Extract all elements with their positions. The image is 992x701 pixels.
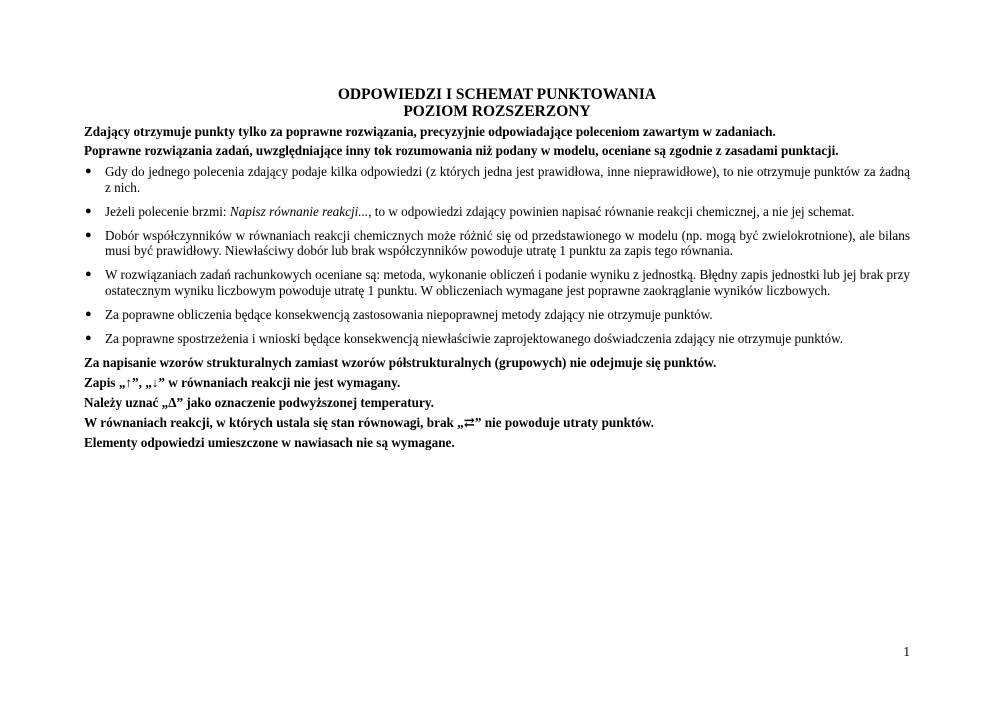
bullet-dot-icon: ● <box>85 228 92 241</box>
bullet-dot-icon: ● <box>85 268 92 280</box>
note-line: Elementy odpowiedzi umieszczone w nawiasach nie są wymagane. <box>84 434 455 450</box>
bullet-dot-icon: ● <box>85 204 92 217</box>
title-line-2: POZIOM ROZSZERZONY <box>403 103 591 120</box>
rule-item <box>84 267 910 298</box>
notes-section <box>84 353 910 453</box>
rule-text-italic: Napisz równanie reakcji... <box>229 203 369 219</box>
rule-text-suffix: , to w odpowiedzi zdający powinien napisać równanie reakcji chemicznej, a nie jej schemat. <box>368 203 855 219</box>
rule-text: Gdy do jednego polecenia zdający podaje kilka odpowiedzi (z których jedna jest prawidłowa, inne nieprawidłowe), to nie otrzymuje punktów za żadną z nich. <box>105 164 910 195</box>
title-line-1: ODPOWIEDZI I SCHEMAT PUNKTOWANIA <box>337 86 657 103</box>
note-line: Zapis „↑”, „↓” w równaniach reakcji nie jest wymagany. <box>84 374 401 390</box>
rule-text: Za poprawne obliczenia będące konsekwencją zastosowania niepoprawnej metody zdający nie otrzymuje punktów. <box>105 306 713 322</box>
intro-section <box>84 122 910 160</box>
rule-text: W rozwiązaniach zadań rachunkowych oceniane są: metoda, wykonanie obliczeń i podanie wyniku z jednostką. Błędny zapis jednostki lub jej brak przy ostatecznym wyniku liczbowym powoduje utratę 1 punktu. W obliczeniach wymagane jest poprawne zaokrąglanie wyników liczbowych. <box>105 267 910 298</box>
rule-item <box>84 307 910 323</box>
document-page <box>84 86 910 453</box>
intro-line-1: Zdający otrzymuje punkty tylko za poprawne rozwiązania, precyzyjnie odpowiadające poleceniom zawartym w zadaniach. <box>84 124 776 139</box>
bullet-dot-icon: ● <box>85 165 92 177</box>
note-line: Należy uznać „Δ” jako oznaczenie podwyższonej temperatury. <box>84 394 434 410</box>
bullet-dot-icon: ● <box>85 331 92 344</box>
page-number: 1 <box>903 644 910 659</box>
intro-line-2: Poprawne rozwiązania zadań, uwzględniające inny tok rozumowania niż podany w modelu, oceniane są zgodnie z zasadami punktacji. <box>84 143 839 158</box>
rules-list <box>84 164 910 346</box>
rule-text-prefix: Jeżeli polecenie brzmi: <box>105 203 230 219</box>
rule-item <box>84 228 910 259</box>
rule-text: Za poprawne spostrzeżenia i wnioski będące konsekwencją niewłaściwie zaprojektowanego doświadczenia zdający nie otrzymuje punktów. <box>105 330 844 346</box>
rule-text: Dobór współczynników w równaniach reakcji chemicznych może różnić się od przedstawionego w modelu (np. mogą być zwielokrotnione), ale bilans musi być prawidłowy. Niewłaściwy dobór lub brak współczynników powoduje utratę 1 punktu za zapis tego równania. <box>105 227 910 258</box>
rule-item <box>84 331 910 347</box>
note-line: W równaniach reakcji, w których ustala się stan równowagi, brak „⇄” nie powoduje utraty punktów. <box>84 414 654 430</box>
rule-item <box>84 204 910 220</box>
rule-item <box>84 164 910 195</box>
document-title <box>84 86 910 120</box>
note-line: Za napisanie wzorów strukturalnych zamiast wzorów półstrukturalnych (grupowych) nie odejmuje się punktów. <box>84 354 717 370</box>
bullet-dot-icon: ● <box>85 307 92 320</box>
